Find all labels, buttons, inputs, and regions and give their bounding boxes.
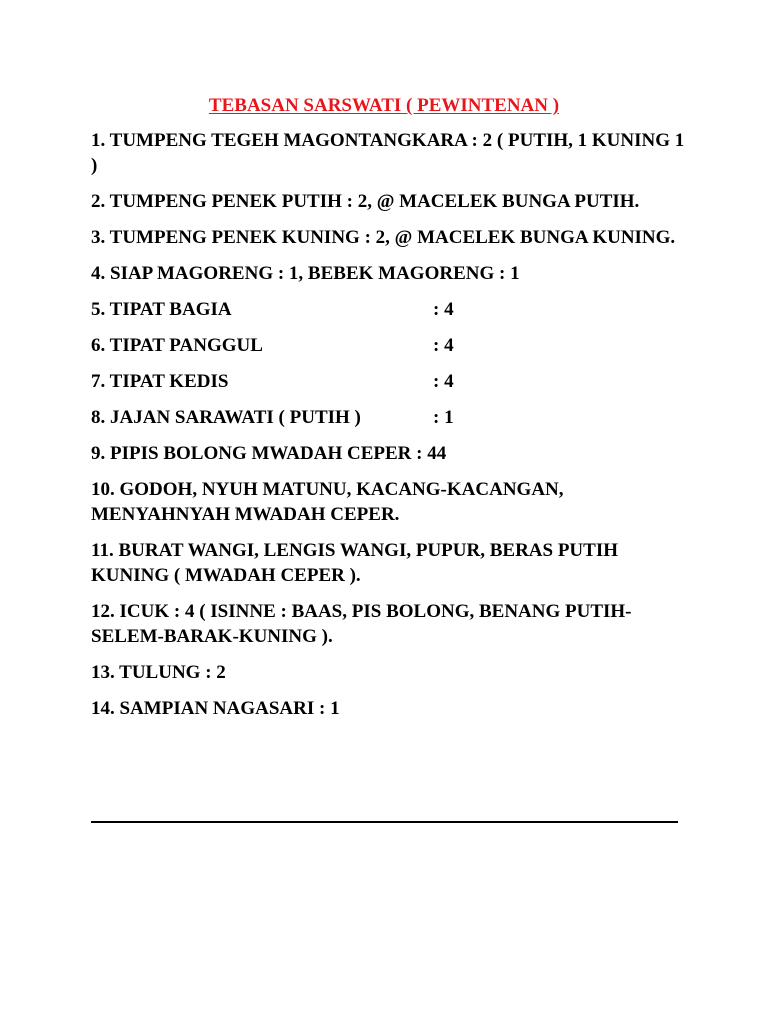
list-item: 4. SIAP MAGORENG : 1, BEBEK MAGORENG : 1 bbox=[91, 263, 520, 284]
document-title: TEBASAN SARSWATI ( PEWINTENAN ) bbox=[208, 95, 560, 116]
item-label: 6. TIPAT PANGGUL bbox=[91, 335, 263, 356]
list-item bbox=[91, 333, 691, 358]
list-item bbox=[91, 369, 691, 394]
list-item bbox=[91, 405, 691, 430]
list-item: 12. ICUK : 4 ( ISINNE : BAAS, PIS BOLONG, BENANG PUTIH-SELEM-BARAK-KUNING ). bbox=[91, 601, 632, 647]
list-item: 11. BURAT WANGI, LENGIS WANGI, PUPUR, BERAS PUTIH KUNING ( MWADAH CEPER ). bbox=[91, 540, 618, 586]
offering-list bbox=[91, 128, 691, 732]
list-item: 10. GODOH, NYUH MATUNU, KACANG-KACANGAN, MENYAHNYAH MWADAH CEPER. bbox=[91, 479, 564, 525]
list-item: 2. TUMPENG PENEK PUTIH : 2, @ MACELEK BUNGA PUTIH. bbox=[91, 191, 640, 212]
list-item bbox=[91, 297, 691, 322]
item-label: 5. TIPAT BAGIA bbox=[91, 299, 232, 320]
list-item: 1. TUMPENG TEGEH MAGONTANGKARA : 2 ( PUTIH, 1 KUNING 1 ) bbox=[91, 130, 685, 176]
item-value: : 4 bbox=[433, 335, 454, 356]
list-item: 14. SAMPIAN NAGASARI : 1 bbox=[91, 698, 340, 719]
list-item: 9. PIPIS BOLONG MWADAH CEPER : 44 bbox=[91, 443, 447, 464]
item-value: : 4 bbox=[433, 371, 454, 392]
item-value: : 1 bbox=[433, 407, 454, 428]
item-label: 7. TIPAT KEDIS bbox=[91, 371, 229, 392]
horizontal-rule bbox=[91, 821, 678, 823]
item-value: : 4 bbox=[433, 299, 454, 320]
item-label: 8. JAJAN SARAWATI ( PUTIH ) bbox=[91, 407, 361, 428]
list-item: 3. TUMPENG PENEK KUNING : 2, @ MACELEK BUNGA KUNING. bbox=[91, 227, 676, 248]
list-item: 13. TULUNG : 2 bbox=[91, 662, 226, 683]
